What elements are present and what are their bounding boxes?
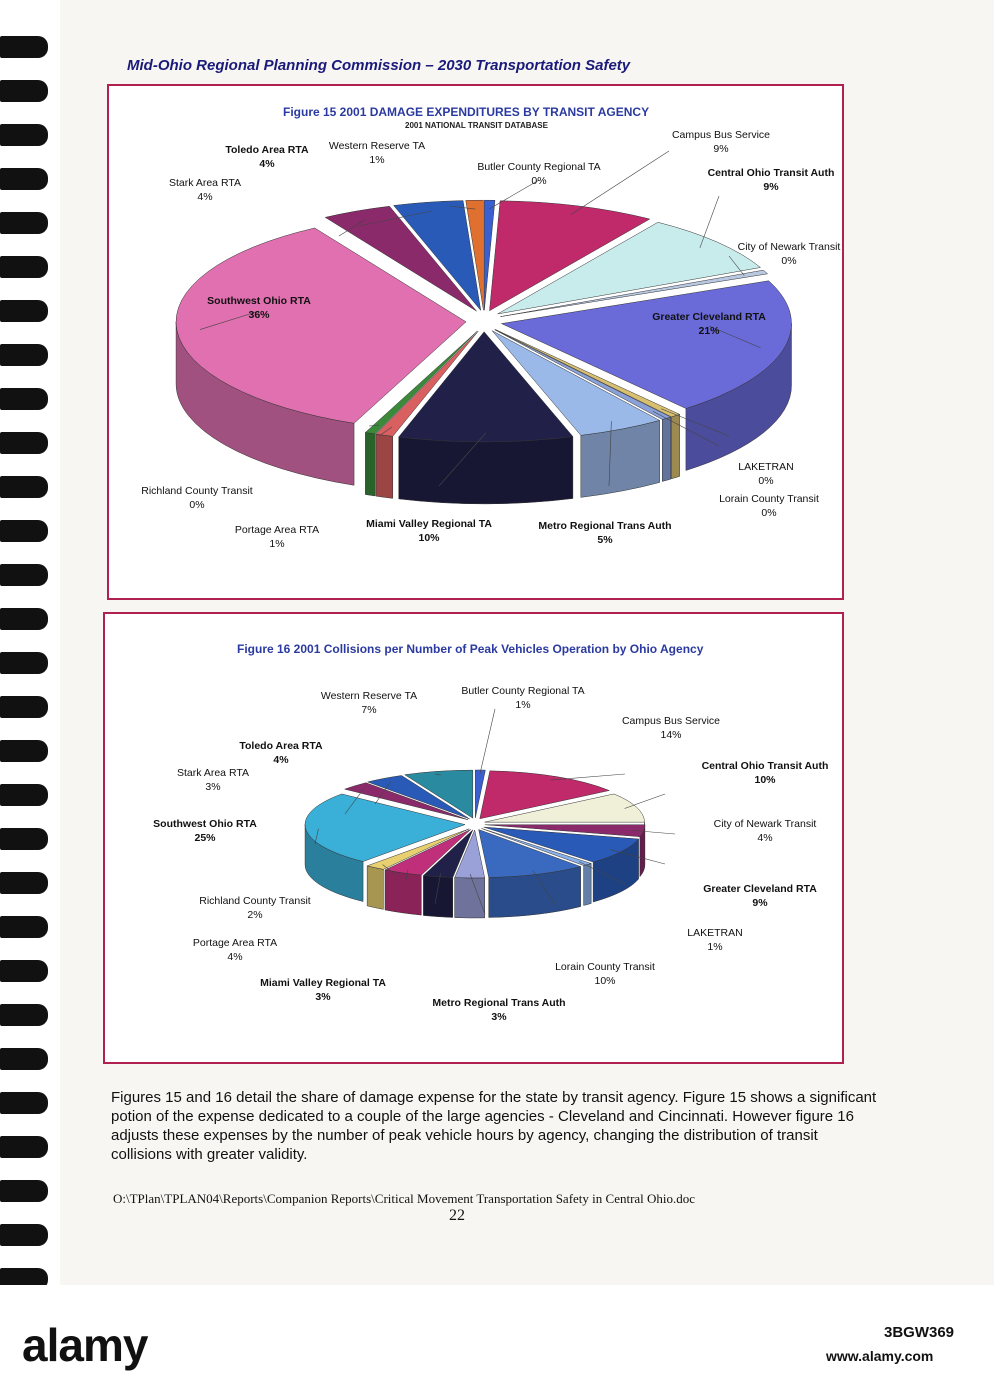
footer-file-path: O:\TPlan\TPLAN04\Reports\Companion Reports\Critical Movement Transportation Safety in Central Ohio.doc <box>113 1191 696 1206</box>
binding-coil <box>0 432 48 454</box>
slice-label-percent: 4% <box>227 951 243 963</box>
slice-label-percent: 9% <box>763 181 779 193</box>
watermark-url: www.alamy.com <box>826 1348 934 1364</box>
pie-slice-side-richland-county-transit <box>365 433 375 496</box>
binding-coil <box>0 608 48 630</box>
slice-label-name: City of Newark Transit <box>713 818 817 830</box>
slice-label-percent: 1% <box>515 699 531 711</box>
binding-coil <box>0 300 48 322</box>
binding-coil <box>0 476 48 498</box>
slice-label-percent: 3% <box>205 781 221 793</box>
binding-coil <box>0 828 48 850</box>
slice-label-name: City of Newark Transit <box>737 241 841 253</box>
leader-line <box>480 709 495 774</box>
slice-label-name: Richland County Transit <box>199 895 311 907</box>
slice-label-percent: 1% <box>369 154 385 166</box>
binding-coil <box>0 36 48 58</box>
slice-label-name: Butler County Regional TA <box>461 685 585 697</box>
binding-coil <box>0 168 48 190</box>
slice-label-percent: 21% <box>698 325 720 337</box>
pie-slice-side-portage-area-rta <box>376 434 393 498</box>
binding-coil <box>0 80 48 102</box>
binding-coil <box>0 1136 48 1158</box>
slice-label-percent: 4% <box>273 754 289 766</box>
binding-coil <box>0 388 48 410</box>
slice-label-name: Lorain County Transit <box>555 961 655 973</box>
slice-label-percent: 36% <box>248 309 270 321</box>
figure-16-pie-chart <box>105 614 842 1062</box>
slice-label-percent: 0% <box>761 507 777 519</box>
slice-label-name: LAKETRAN <box>687 927 743 939</box>
slice-label-percent: 3% <box>491 1011 507 1023</box>
leader-line <box>625 794 665 808</box>
slice-label-name: Lorain County Transit <box>719 493 819 505</box>
watermark-strip <box>0 1285 994 1390</box>
slice-label-name: Greater Cleveland RTA <box>652 311 766 323</box>
slice-label-percent: 0% <box>758 475 774 487</box>
slice-label-name: Campus Bus Service <box>621 715 721 727</box>
binding-coil <box>0 520 48 542</box>
slice-label-percent: 5% <box>597 534 613 546</box>
pie-slice-side-miami-valley-regional-ta <box>399 437 573 504</box>
slice-label-percent: 0% <box>189 499 205 511</box>
pie-slice-side-laketran <box>584 863 592 905</box>
binding-coil <box>0 1004 48 1026</box>
figure-16-title: Figure 16 2001 Collisions per Number of Peak Vehicles Operation by Ohio Agency <box>237 642 704 656</box>
pie-slice-side-portage-area-rta <box>385 870 421 915</box>
binding-coil <box>0 916 48 938</box>
binding-coil <box>0 256 48 278</box>
binding-coil <box>0 1180 48 1202</box>
slice-label-name: Metro Regional Trans Auth <box>432 997 566 1009</box>
slice-label-name: Western Reserve TA <box>328 140 426 152</box>
slice-label-name: Miami Valley Regional TA <box>260 977 386 989</box>
figure-caption: Figures 15 and 16 detail the share of damage expense for the state by transit agency. Figure 15 shows a significant potion of the expense dedicated to a couple of the large agencies - Cleveland and Cincinnati. However figure 16 adjusts these expenses by the number of peak vehicle hours by agency, changing the distribution of transit collisions with greater validity. <box>111 1089 877 1163</box>
slice-label-name: Stark Area RTA <box>169 177 241 189</box>
slice-label-name: Richland County Transit <box>141 485 253 497</box>
slice-label-percent: 0% <box>531 175 547 187</box>
slice-label-name: Greater Cleveland RTA <box>703 883 817 895</box>
pie-slice-side-miami-valley-regional-ta <box>423 876 452 918</box>
watermark-image-id: 3BGW369 <box>884 1324 955 1341</box>
figure-15-subtitle: 2001 NATIONAL TRANSIT DATABASE <box>405 121 548 130</box>
binding-coil <box>0 740 48 762</box>
figure-15-frame <box>107 84 844 600</box>
binding-coil <box>0 1224 48 1246</box>
binding-coil <box>0 1092 48 1114</box>
pie-slice-side-laketran <box>671 414 679 479</box>
slice-label-percent: 4% <box>757 832 773 844</box>
slice-label-percent: 2% <box>247 909 263 921</box>
slice-label-percent: 7% <box>361 704 377 716</box>
slice-label-percent: 3% <box>315 991 331 1003</box>
slice-label-percent: 10% <box>418 532 440 544</box>
slice-label-name: Portage Area RTA <box>192 937 278 949</box>
figure-15-pie-chart <box>109 86 842 598</box>
slice-label-name: Campus Bus Service <box>671 129 771 141</box>
pie-slice-side-lorain-county-transit <box>662 417 671 481</box>
slice-label-percent: 1% <box>707 941 723 953</box>
binding-coil <box>0 1048 48 1070</box>
binding-coil <box>0 344 48 366</box>
binding-coil <box>0 652 48 674</box>
figure-15-title: Figure 15 2001 DAMAGE EXPENDITURES BY TRANSIT AGENCY <box>283 105 650 119</box>
slice-label-name: Western Reserve TA <box>320 690 418 702</box>
binding-coil <box>0 212 48 234</box>
binding-coil <box>0 784 48 806</box>
slice-label-name: Central Ohio Transit Auth <box>707 167 835 179</box>
slice-label-name: Stark Area RTA <box>177 767 249 779</box>
slice-label-percent: 9% <box>713 143 729 155</box>
binding-coil <box>0 564 48 586</box>
page-header-title: Mid-Ohio Regional Planning Commission – 2030 Transportation Safety <box>127 57 631 74</box>
pie-slice-side-richland-county-transit <box>367 866 383 910</box>
leader-line <box>551 774 625 780</box>
binding-coil <box>0 124 48 146</box>
slice-label-name: Metro Regional Trans Auth <box>538 520 672 532</box>
slice-label-percent: 25% <box>194 832 216 844</box>
page-number: 22 <box>449 1207 465 1224</box>
slice-label-percent: 4% <box>259 158 275 170</box>
slice-label-percent: 10% <box>754 774 776 786</box>
binding-coil <box>0 872 48 894</box>
spiral-binding <box>0 0 60 1285</box>
watermark-logo: alamy <box>22 1319 148 1371</box>
slice-label-percent: 0% <box>781 255 797 267</box>
slice-label-percent: 14% <box>660 729 682 741</box>
pie-slice-side-metro-regional-trans-auth <box>455 878 485 918</box>
slice-label-name: Southwest Ohio RTA <box>207 295 311 307</box>
slice-label-name: Miami Valley Regional TA <box>366 518 492 530</box>
slice-label-name: Southwest Ohio RTA <box>153 818 257 830</box>
slice-label-name: Toledo Area RTA <box>225 144 309 156</box>
slice-label-name: Central Ohio Transit Auth <box>701 760 829 772</box>
slice-label-name: LAKETRAN <box>738 461 794 473</box>
binding-coil <box>0 696 48 718</box>
slice-label-percent: 9% <box>752 897 768 909</box>
slice-label-percent: 10% <box>594 975 616 987</box>
binding-coil <box>0 960 48 982</box>
slice-label-name: Butler County Regional TA <box>477 161 601 173</box>
slice-label-percent: 1% <box>269 538 285 550</box>
slice-label-percent: 4% <box>197 191 213 203</box>
figure-16-frame <box>103 612 844 1064</box>
slice-label-name: Toledo Area RTA <box>239 740 323 752</box>
slice-label-name: Portage Area RTA <box>234 524 320 536</box>
